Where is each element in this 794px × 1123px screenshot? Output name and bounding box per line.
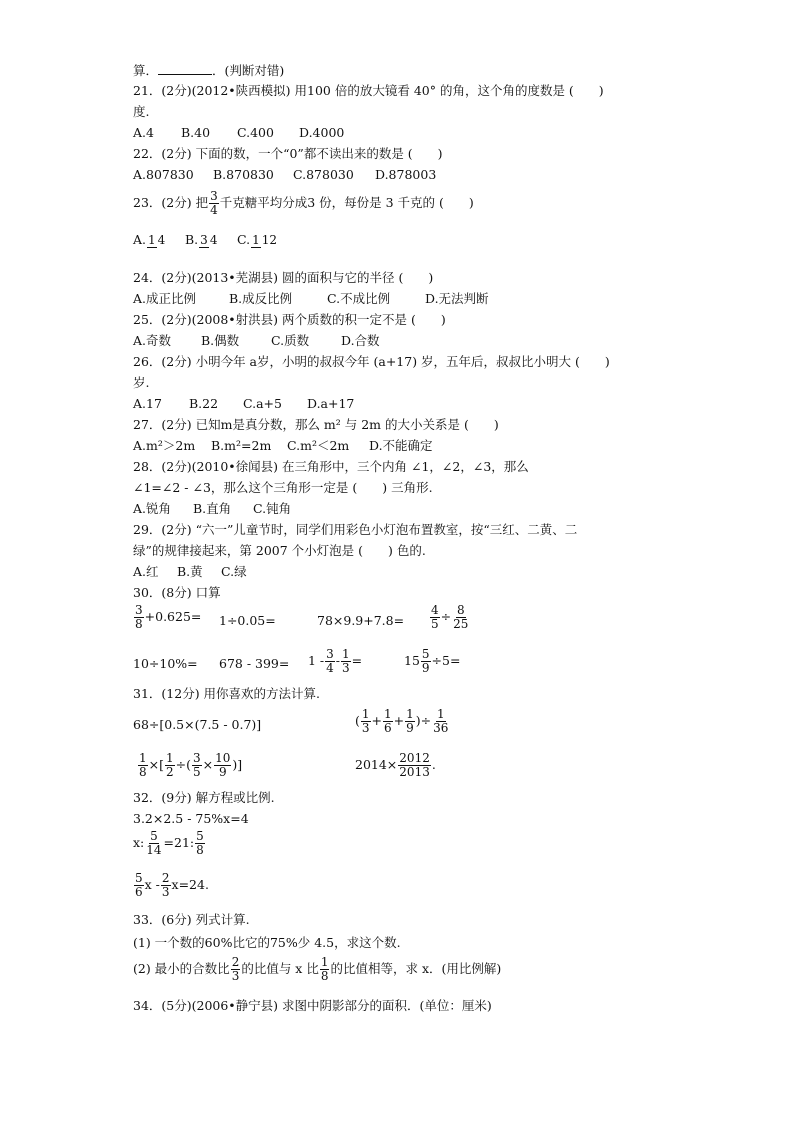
question-22: 22．(2分) 下面的数，一个“0”都不读出来的数是 ( ) <box>133 146 443 161</box>
q30-expr-6: 678 - 399= <box>219 656 290 671</box>
q30-expr-7: 1 - $\frac{3}{4}$ - $\frac{1}{3}$ = <box>308 647 363 675</box>
question-26-options <box>133 396 354 412</box>
option-a[interactable]: A.m²＞2m <box>133 438 196 453</box>
option-c[interactable]: C.878030 <box>293 167 354 182</box>
option-b[interactable]: B.成反比例 <box>229 291 293 306</box>
question-28-cont: ∠1=∠2 - ∠3，那么这个三角形一定是 ( ) 三角形. <box>133 480 433 495</box>
option-b[interactable]: B.40 <box>181 125 211 140</box>
option-b[interactable]: B.870830 <box>213 167 274 182</box>
option-d[interactable]: D.a+17 <box>307 396 355 411</box>
option-a[interactable]: A.4 <box>133 125 154 140</box>
option-c[interactable]: C.质数 <box>271 333 310 348</box>
question-25: 25．(2分)(2008•射洪县) 两个质数的积一定不是 ( ) <box>133 312 446 327</box>
option-c[interactable]: C.a+5 <box>243 396 282 411</box>
question-25-options <box>133 333 380 349</box>
question-23-options <box>133 232 279 248</box>
q30-expr-4: $\frac{4}{5}$ ÷ $\frac{8}{25}$ <box>431 603 469 631</box>
option-a[interactable]: A.807830 <box>133 167 194 182</box>
question-30: 30．(8分) 口算 <box>133 585 221 600</box>
q20-suffix: ．(判断对错) <box>212 63 285 78</box>
q20-text: 算． <box>133 63 159 78</box>
option-d[interactable]: D.不能确定 <box>369 438 433 453</box>
question-33: 33．(6分) 列式计算. <box>133 912 250 927</box>
question-31: 31．(12分) 用你喜欢的方法计算. <box>133 686 321 701</box>
q23-text: 23．(2分) 把 <box>133 195 209 210</box>
option-b[interactable]: B.直角 <box>193 501 232 516</box>
q31-expr-1: 68÷[0.5×(7.5 - 0.7)] <box>133 717 262 732</box>
question-21-cont: 度. <box>133 104 150 119</box>
q33-part-1: (1) 一个数的60%比它的75%少 4.5，求这个数. <box>133 935 401 950</box>
option-d[interactable]: D.合数 <box>341 333 380 348</box>
option-a[interactable]: A. 1 4 <box>133 232 166 247</box>
option-b[interactable]: B.m²=2m <box>211 438 272 453</box>
option-d[interactable]: D.无法判断 <box>425 291 489 306</box>
q31-expr-2: ( $\frac{1}{3}$ + $\frac{1}{6}$ + $\frac{1}{9}$ )÷ $\frac{1}{36}$ <box>355 707 449 735</box>
option-c[interactable]: C.钝角 <box>253 501 292 516</box>
option-c[interactable]: C.m²＜2m <box>287 438 350 453</box>
q32-eq-2: x: $\frac{5}{14}$ =21: $\frac{5}{8}$ <box>133 829 204 857</box>
question-34: 34．(5分)(2006•静宁县) 求图中阴影部分的面积．(单位：厘米) <box>133 998 492 1013</box>
question-22-options <box>133 167 436 183</box>
question-21-options <box>133 125 344 141</box>
q30-expr-1: $\frac{3}{8}$ +0.625= <box>135 603 202 631</box>
option-a[interactable]: A.锐角 <box>133 501 172 516</box>
question-28-options <box>133 501 291 517</box>
option-c[interactable]: C. 1 12 <box>237 232 278 247</box>
q30-expr-2: 1÷0.05= <box>219 613 276 628</box>
option-b[interactable]: B.偶数 <box>201 333 240 348</box>
question-28: 28．(2分)(2010•徐闻县) 在三角形中，三个内角 ∠1，∠2，∠3，那么 <box>133 459 529 474</box>
q31-expr-4: 2014× $\frac{2012}{2013}$ . <box>355 751 436 779</box>
answer-blank[interactable] <box>158 62 212 75</box>
option-c[interactable]: C.不成比例 <box>327 291 391 306</box>
question-27-options <box>133 438 433 454</box>
option-b[interactable]: B.黄 <box>177 564 203 579</box>
question-29-cont: 绿”的规律接起来，第 2007 个小灯泡是 ( ) 色的. <box>133 543 426 558</box>
question-21: 21．(2分)(2012•陕西模拟) 用100 倍的放大镜看 40° 的角，这个角的度数是 ( ) <box>133 83 604 98</box>
question-24: 24．(2分)(2013•芜湖县) 圆的面积与它的半径 ( ) <box>133 270 434 285</box>
option-a[interactable]: A.奇数 <box>133 333 172 348</box>
question-32: 32．(9分) 解方程或比例. <box>133 790 275 805</box>
option-b[interactable]: B. 3 4 <box>185 232 218 247</box>
question-29: 29．(2分) “六一”儿童节时，同学们用彩色小灯泡布置教室，按“三红、二黄、二 <box>133 522 578 537</box>
question-23 <box>133 190 474 217</box>
question-20-tail <box>133 62 284 79</box>
question-24-options <box>133 291 489 307</box>
option-a[interactable]: A.红 <box>133 564 159 579</box>
q30-expr-8: 15 $\frac{5}{9}$ ÷5= <box>404 647 461 675</box>
question-26-cont: 岁. <box>133 375 150 390</box>
q31-expr-3: $\frac{1}{8}$ ×[ $\frac{1}{2}$ ÷( $\frac{3}{5}$ × $\frac{10}{9}$ )] <box>139 751 243 779</box>
q30-expr-3: 78×9.9+7.8= <box>317 613 405 628</box>
q30-expr-5: 10÷10%= <box>133 656 198 671</box>
q23-text-cont: 千克糖平均分成3 份，每份是 3 千克的 ( ) <box>219 195 474 210</box>
option-c[interactable]: C.400 <box>237 125 274 140</box>
question-26: 26．(2分) 小明今年 a岁，小明的叔叔今年 (a+17) 岁，五年后，叔叔比小明大 ( ) <box>133 354 610 369</box>
question-29-options <box>133 564 247 580</box>
option-b[interactable]: B.22 <box>189 396 219 411</box>
option-d[interactable]: D.4000 <box>299 125 345 140</box>
question-27: 27．(2分) 已知m是真分数，那么 m² 与 2m 的大小关系是 ( ) <box>133 417 499 432</box>
option-a[interactable]: A.17 <box>133 396 162 411</box>
fraction: $\frac{3}{4}$ <box>210 189 218 217</box>
q32-eq-3: $\frac{5}{6}$ x - $\frac{2}{3}$ x=24. <box>135 871 209 899</box>
q32-eq-1: 3.2×2.5 - 75%x=4 <box>133 811 249 826</box>
option-d[interactable]: D.878003 <box>375 167 437 182</box>
option-a[interactable]: A.成正比例 <box>133 291 197 306</box>
option-c[interactable]: C.绿 <box>221 564 247 579</box>
q33-part-2: (2) 最小的合数比 $\frac{2}{3}$ 的比值与 x 比 $\frac{1}{8}$ 的比值相等，求 x．(用比例解) <box>133 955 502 983</box>
